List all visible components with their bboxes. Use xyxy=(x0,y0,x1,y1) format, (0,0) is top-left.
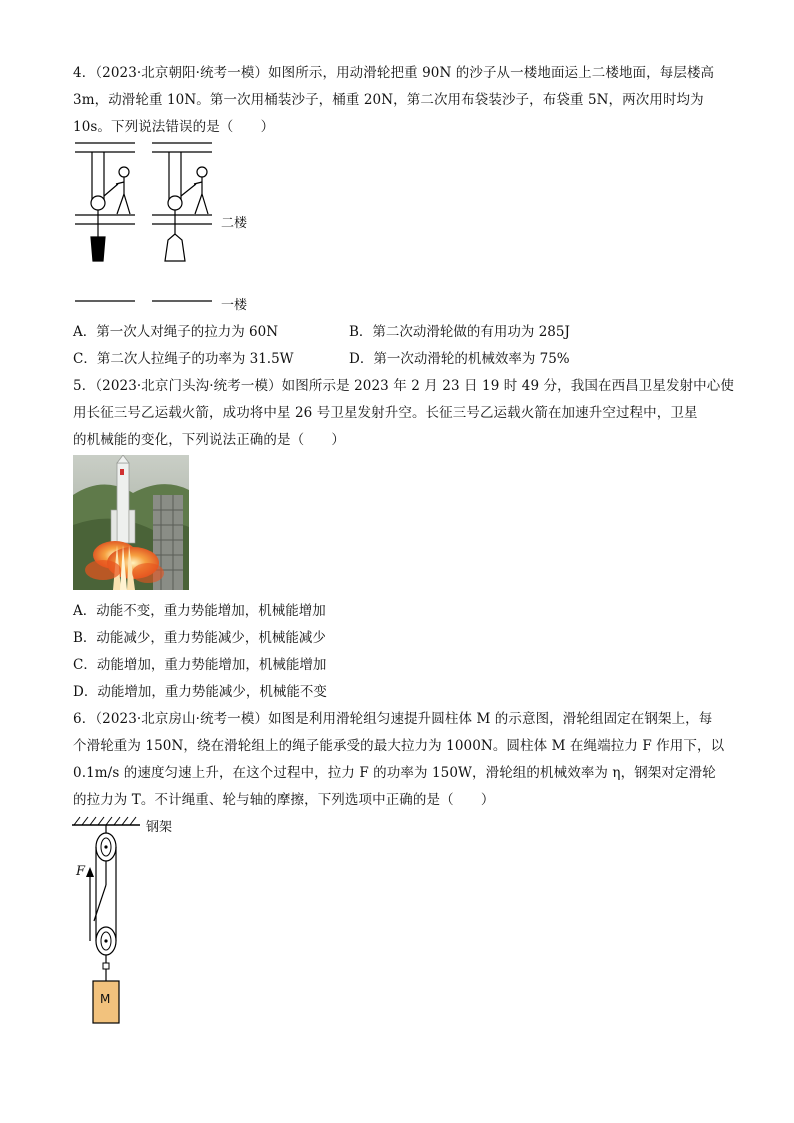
label-mass-m: M xyxy=(100,992,111,1006)
sack-icon xyxy=(165,234,185,261)
q4-setup-bag xyxy=(152,143,212,261)
q4-stem-line3: 10s。下列说法错误的是（ ） xyxy=(73,119,275,135)
q5-stem-line2: 用长征三号乙运载火箭，成功将中星 26 号卫星发射升空。长征三号乙运载火箭在加速升空过程中，卫星 xyxy=(73,405,698,421)
q5-option-d[interactable]: D．动能增加，重力势能减少，机械能不变 xyxy=(73,684,327,700)
q6-stem-line1: 6．（2023·北京房山·统考一模）如图是利用滑轮组匀速提升圆柱体 M 的示意图，滑轮组固定在钢架上，每 xyxy=(73,711,713,727)
q4-option-d[interactable]: D．第一次动滑轮的机械效率为 75% xyxy=(349,351,570,367)
q4-option-a[interactable]: A．第一次人对绳子的拉力为 60N xyxy=(73,324,279,340)
q5-stem-line1: 5．（2023·北京门头沟·统考一模）如图所示是 2023 年 2 月 23 日 19 时 49 分，我国在西昌卫星发射中心使 xyxy=(73,378,734,394)
q5-option-a[interactable]: A．动能不变，重力势能增加，机械能增加 xyxy=(73,603,326,619)
q4-stem-line1: 4．（2023·北京朝阳·统考一模）如图所示，用动滑轮把重 90N 的沙子从一楼地面运上二楼地面，每层楼高 xyxy=(73,65,715,81)
q6-stem-line3: 0.1m/s 的速度匀速上升，在这个过程中，拉力 F 的功率为 150W，滑轮组的机械效率为 η，钢架对定滑轮 xyxy=(73,765,716,781)
q5-stem-line3: 的机械能的变化，下列说法正确的是（ ） xyxy=(73,432,345,448)
q5-option-b[interactable]: B．动能减少，重力势能减少，机械能减少 xyxy=(73,630,326,646)
label-steel-frame: 钢架 xyxy=(146,820,173,835)
q4-option-b[interactable]: B．第二次动滑轮做的有用功为 285J xyxy=(349,324,570,340)
q4-option-c[interactable]: C．第二次人拉绳子的功率为 31.5W xyxy=(73,351,294,367)
label-floor-1: 一楼 xyxy=(221,298,248,313)
q4-stem-line2: 3m，动滑轮重 10N。第一次用桶装沙子，桶重 20N，第二次用布袋装沙子，布袋重 5N，两次用时均为 xyxy=(73,92,704,108)
rocket-launch-photo xyxy=(73,455,189,590)
q6-stem-line2: 个滑轮重为 150N，绕在滑轮组上的绳子能承受的最大拉力为 1000N。圆柱体 M 在绳端拉力 F 作用下，以 xyxy=(73,738,725,754)
force-arrow-icon xyxy=(86,867,94,877)
bucket-icon xyxy=(91,237,105,261)
label-force-f: F xyxy=(76,864,86,879)
label-floor-2: 二楼 xyxy=(221,216,248,231)
q6-stem-line4: 的拉力为 T。不计绳重、轮与轴的摩擦，下列选项中正确的是（ ） xyxy=(73,792,495,808)
q5-option-c[interactable]: C．动能增加，重力势能增加，机械能增加 xyxy=(73,657,327,673)
q4-setup-bucket xyxy=(75,143,135,261)
